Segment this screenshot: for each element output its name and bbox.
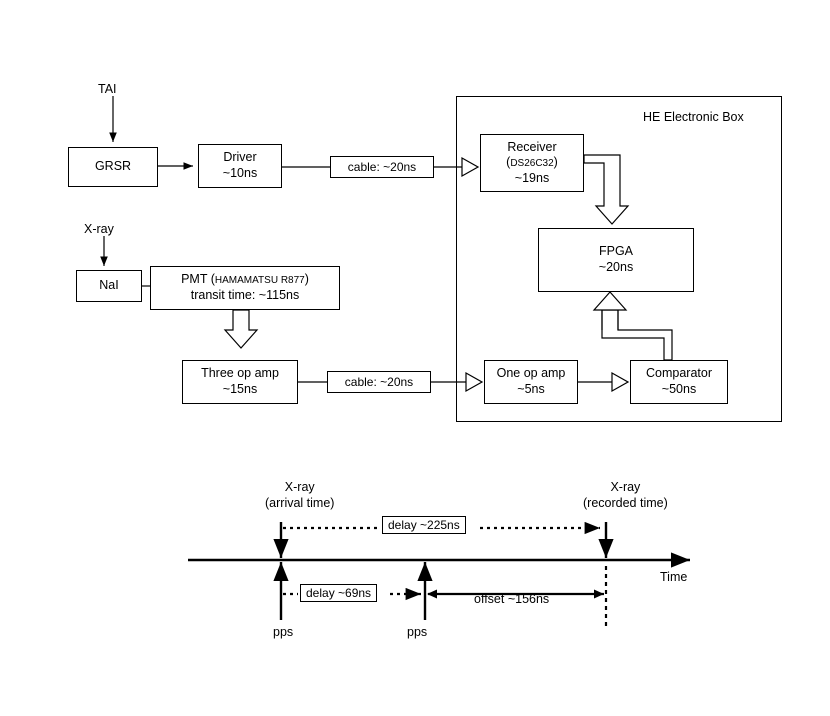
one-op-amp-label: One op amp xyxy=(496,366,566,381)
pmt-transit-time: transit time: ~115ns xyxy=(190,288,300,302)
one-op-amp-block xyxy=(484,360,578,404)
pps-right-label: pps xyxy=(407,625,428,639)
one-op-amp-delay: ~5ns xyxy=(517,382,545,396)
cable-top-label: cable: ~20ns xyxy=(330,156,434,178)
fpga-label: FPGA xyxy=(598,244,634,259)
tai-input-label: TAI xyxy=(98,82,117,96)
he-electronic-box-label: HE Electronic Box xyxy=(643,110,744,124)
three-op-amp-block xyxy=(182,360,298,404)
offset-156-annotation: offset ~156ns xyxy=(474,592,550,606)
xray-arrival-label: X-ray (arrival time) xyxy=(265,480,335,510)
comparator-label: Comparator xyxy=(646,366,712,381)
pmt-label: PMT (HAMAMATSU R877) xyxy=(181,272,309,287)
time-axis-label: Time xyxy=(660,570,688,584)
grsr-block xyxy=(68,147,158,187)
pps-left-label: pps xyxy=(273,625,294,639)
delay-69-annotation: delay ~69ns xyxy=(300,584,377,602)
receiver-block xyxy=(480,134,584,192)
pmt-block xyxy=(150,266,340,310)
comparator-delay: ~50ns xyxy=(661,382,697,396)
comparator-block xyxy=(630,360,728,404)
xray-recorded-label: X-ray (recorded time) xyxy=(583,480,668,510)
delay-225-annotation: delay ~225ns xyxy=(382,516,466,534)
cable-bottom-label: cable: ~20ns xyxy=(327,371,431,393)
fpga-block xyxy=(538,228,694,292)
receiver-part: (DS26C32) xyxy=(506,155,558,170)
xray-input-label: X-ray xyxy=(84,222,114,236)
three-op-amp-delay: ~15ns xyxy=(222,382,258,396)
three-op-amp-label: Three op amp xyxy=(201,366,279,381)
nai-label: NaI xyxy=(99,278,119,293)
grsr-label: GRSR xyxy=(94,159,132,174)
driver-block xyxy=(198,144,282,188)
fpga-delay: ~20ns xyxy=(598,260,634,274)
driver-delay: ~10ns xyxy=(222,166,258,180)
nai-block xyxy=(76,270,142,302)
receiver-delay: ~19ns xyxy=(514,170,550,185)
driver-label: Driver xyxy=(223,150,257,165)
receiver-label: Receiver xyxy=(507,139,557,154)
